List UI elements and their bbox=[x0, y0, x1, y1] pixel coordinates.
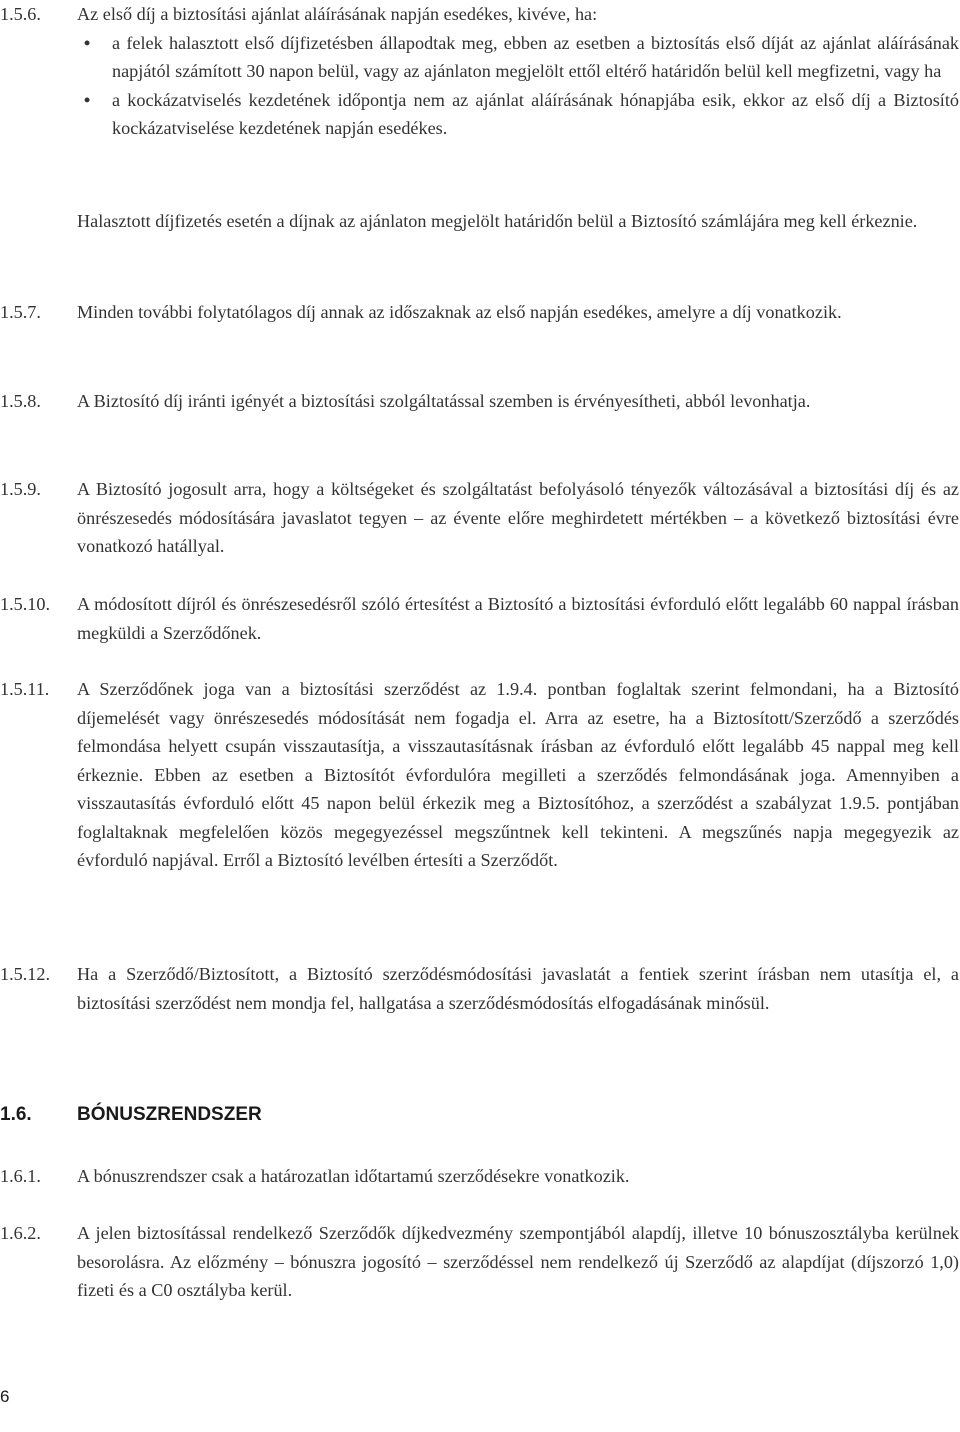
section-text: Ha a Szerződő/Biztosított, a Biztosító szerződésmódosítási javaslatát a fentiek szerint írásban nem utasítja el, a biztosítási szerződést nem mondja fel, hallgatása a szerződésmódosítás elfogadásának minősül. bbox=[77, 964, 959, 1013]
bullet-item bbox=[77, 29, 959, 86]
bullet-icon: • bbox=[83, 32, 91, 53]
section-text: A bónuszrendszer csak a határozatlan időtartamú szerződésekre vonatkozik. bbox=[77, 1166, 630, 1186]
bullet-item bbox=[77, 86, 959, 143]
heading-title: BÓNUSZRENDSZER bbox=[77, 1104, 262, 1125]
section-1-6-1 bbox=[0, 1162, 960, 1191]
section-text: A jelen biztosítással rendelkező Szerződők díjkedvezmény szempontjából alapdíj, illetve 10 bónuszosztályba kerülnek besorolásra. Az előzmény – bónuszra jogosító – szerződéssel nem rendelkező új Szerződő az alapdíjat (díjszorzó 1,0) fizeti és a C0 osztályba kerül. bbox=[77, 1223, 959, 1300]
bullet-text: a felek halasztott első díjfizetésben állapodtak meg, ebben az esetben a biztosítás első díját az ajánlat aláírásának napjától számított 30 napon belül, vagy az ajánlaton megjelölt ettől eltérő határidőn belül kell megfizetni, vagy ha bbox=[112, 32, 959, 81]
section-number: 1.5.12. bbox=[0, 964, 51, 984]
section-1-5-6-followup bbox=[0, 207, 960, 236]
section-1-5-10 bbox=[0, 590, 960, 647]
section-1-5-7 bbox=[0, 298, 960, 327]
section-1-5-8 bbox=[0, 387, 960, 416]
section-1-5-9 bbox=[0, 475, 960, 561]
heading-number: 1.6. bbox=[0, 1104, 32, 1125]
bullet-text: a kockázatviselés kezdetének időpontja nem az ajánlat aláírásának hónapjába esik, ekkor az első díj a Biztosító kockázatviselése kezdetének napján esedékes. bbox=[112, 89, 959, 138]
section-1-5-12 bbox=[0, 960, 960, 1017]
page-number: 6 bbox=[0, 1387, 10, 1406]
section-lead: Az első díj a biztosítási ajánlat aláírásának napján esedékes, kivéve, ha: bbox=[77, 4, 598, 24]
bullet-icon: • bbox=[83, 89, 91, 110]
section-1-6-2 bbox=[0, 1219, 960, 1305]
section-text: A módosított díjról és önrészesedésről szóló értesítést a Biztosító a biztosítási évforduló előtt legalább 60 nappal írásban megküldi a Szerződőnek. bbox=[77, 594, 959, 643]
section-number: 1.5.6. bbox=[0, 4, 41, 24]
section-number: 1.5.11. bbox=[0, 679, 50, 699]
section-number: 1.6.2. bbox=[0, 1223, 41, 1243]
section-text: A Biztosító jogosult arra, hogy a költségeket és szolgáltatást befolyásoló tényezők változásával a biztosítási díj és az önrészesedés módosítására javaslatot tegyen – az évente előre meghirdetett mértékben – a következő biztosítási évre vonatkozó hatállyal. bbox=[77, 479, 959, 556]
section-text: Minden további folytatólagos díj annak az időszaknak az első napján esedékes, amelyre a díj vonatkozik. bbox=[77, 302, 842, 322]
section-followup: Halasztott díjfizetés esetén a díjnak az ajánlaton megjelölt határidőn belül a Biztosító számlájára meg kell érkeznie. bbox=[77, 211, 918, 231]
section-number: 1.5.10. bbox=[0, 594, 51, 614]
section-number: 1.5.8. bbox=[0, 391, 41, 411]
section-text: A Biztosító díj iránti igényét a biztosítási szolgáltatással szemben is érvényesítheti, abból levonhatja. bbox=[77, 391, 811, 411]
section-1-5-11 bbox=[0, 675, 960, 875]
section-number: 1.6.1. bbox=[0, 1166, 41, 1186]
section-text: A Szerződőnek joga van a biztosítási szerződést az 1.9.4. pontban foglaltak szerint felmondani, ha a Biztosító díjemelését vagy önrészesedés módosítását nem fogadja el. Arra az esetre, ha a Biztosított/Szerződő a szerződés felmondása helyett csupán visszautasítja, a visszautasításnak írásban az évforduló előtt legalább 45 nappal meg kell érkeznie. Ebben az esetben a Biztosítót évfordulóra megilleti a szerződés felmondásának joga. Amennyiben a visszautasítás évforduló előtt 45 napon belül érkezik meg a Biztosítóhoz, a szerződést a szabályzat 1.9.5. pontjában foglaltaknak megfelelően közös megegyezéssel megszűntnek kell tekinteni. A megszűnés napja megegyezik az évforduló napjával. Erről a Biztosító levélben értesíti a Szerződőt. bbox=[77, 679, 959, 870]
section-number: 1.5.7. bbox=[0, 302, 41, 322]
section-1-5-6 bbox=[0, 0, 960, 143]
section-number: 1.5.9. bbox=[0, 479, 41, 499]
